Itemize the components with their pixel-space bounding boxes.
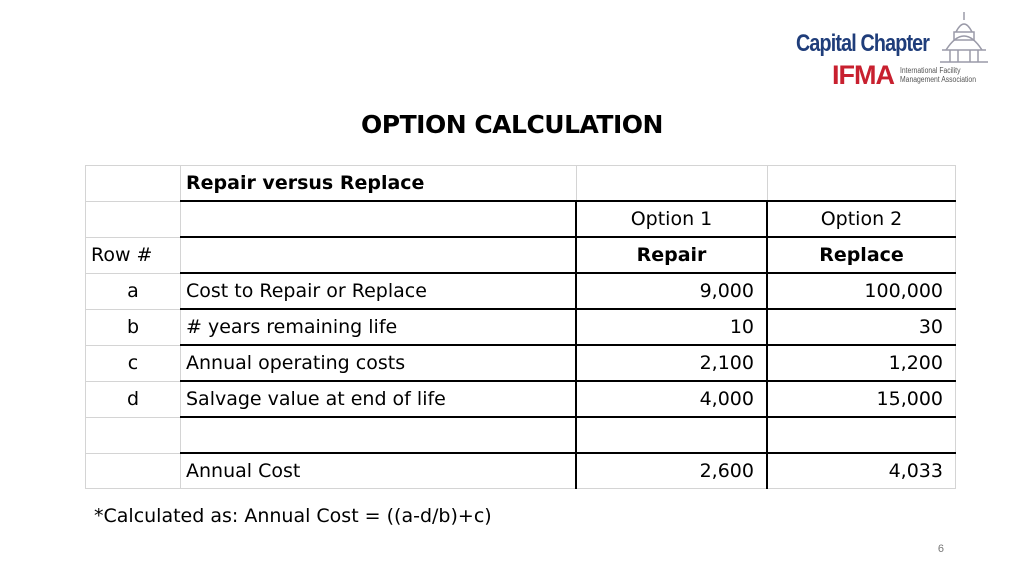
row-id: a [86, 273, 181, 309]
page-title: OPTION CALCULATION [361, 110, 663, 139]
table-row [86, 381, 956, 417]
column-header-row [86, 237, 956, 273]
total-option1-value: 2,600 [576, 453, 767, 489]
logo [794, 10, 994, 90]
table-heading-row [86, 166, 956, 202]
option1-header: Option 1 [576, 201, 767, 237]
capitol-dome-icon [934, 10, 994, 70]
row-option1-value: 9,000 [576, 273, 767, 309]
table-row [86, 345, 956, 381]
table-row [86, 273, 956, 309]
total-label: Annual Cost [181, 453, 577, 489]
logo-chapter-text: Capital Chapter [796, 30, 930, 57]
replace-header: Replace [767, 237, 956, 273]
repair-header: Repair [576, 237, 767, 273]
table-heading: Repair versus Replace [181, 166, 577, 202]
total-option2-value: 4,033 [767, 453, 956, 489]
page-number: 6 [937, 543, 944, 555]
table-row [86, 309, 956, 345]
logo-ifma-text: IFMA [832, 60, 894, 90]
row-label: Annual operating costs [181, 345, 577, 381]
row-option1-value: 4,000 [576, 381, 767, 417]
logo-subtitle-text: International Facility Management Association [900, 66, 976, 84]
empty-row [86, 417, 956, 453]
row-option2-value: 15,000 [767, 381, 956, 417]
row-option2-value: 100,000 [767, 273, 956, 309]
row-label: # years remaining life [181, 309, 577, 345]
total-row [86, 453, 956, 489]
row-label: Cost to Repair or Replace [181, 273, 577, 309]
row-id: d [86, 381, 181, 417]
options-header-row [86, 201, 956, 237]
row-option1-value: 10 [576, 309, 767, 345]
option2-header: Option 2 [767, 201, 956, 237]
footnote: *Calculated as: Annual Cost = ((a-d/b)+c) [94, 505, 492, 527]
row-id: b [86, 309, 181, 345]
row-label: Salvage value at end of life [181, 381, 577, 417]
row-option1-value: 2,100 [576, 345, 767, 381]
row-number-header: Row # [86, 237, 181, 273]
row-option2-value: 1,200 [767, 345, 956, 381]
option-calculation-table [85, 165, 956, 489]
row-id: c [86, 345, 181, 381]
row-option2-value: 30 [767, 309, 956, 345]
